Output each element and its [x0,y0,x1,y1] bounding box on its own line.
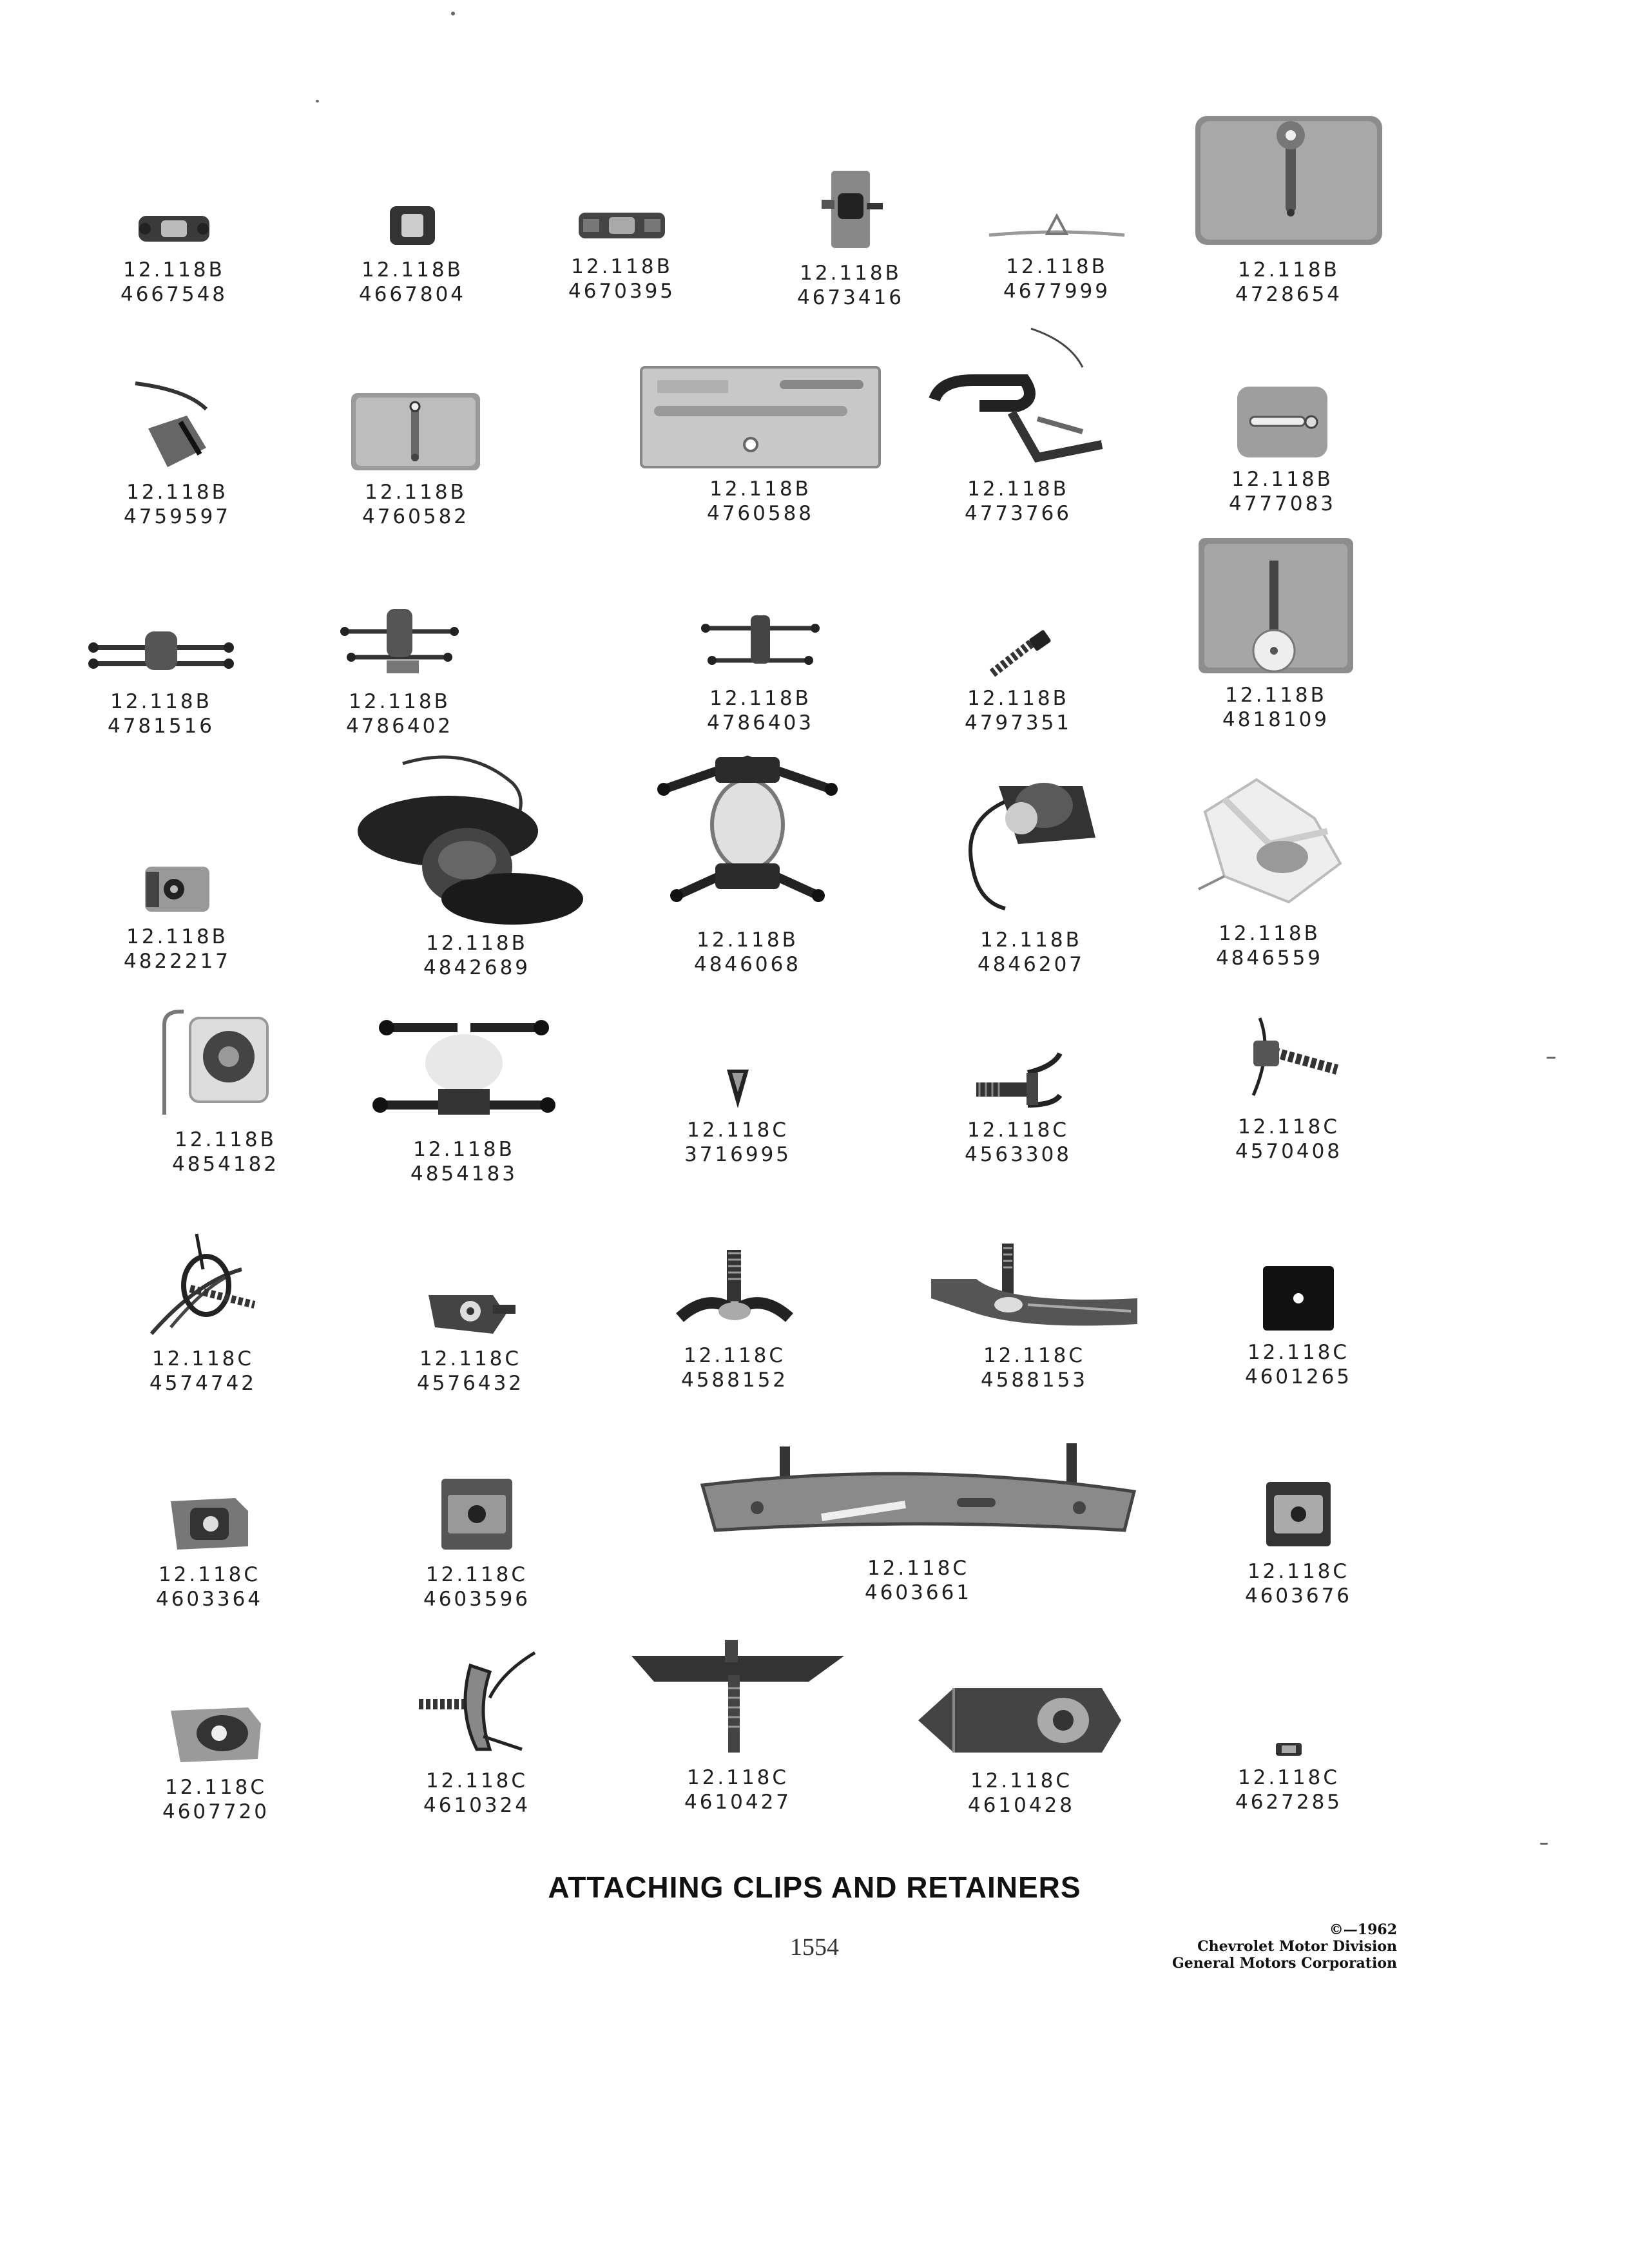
part-number: 4610428 [967,1794,1075,1817]
part-number: 4797351 [964,711,1072,735]
clip-illustration-icon [670,1247,799,1337]
clip-illustration-icon [947,760,1115,921]
part-item [619,1227,851,1392]
part-number: 4627285 [1235,1791,1343,1814]
part-number: 4603661 [864,1581,972,1604]
part-number: 4570408 [1235,1140,1343,1163]
part-group-ref: 12.118B [697,928,798,952]
part-item [87,1224,319,1396]
part-item [941,164,1173,303]
part-number: 4728654 [1235,283,1343,306]
part-number: 4854183 [410,1162,518,1186]
part-number: 4846207 [977,953,1085,976]
part-item [631,364,889,526]
clip-illustration-icon [335,599,464,683]
publisher-corporation: General Motors Corporation [1171,1955,1397,1972]
clip-illustration-icon [164,1698,267,1769]
part-group-ref: 12.118B [126,925,228,948]
part-group-ref: 12.118C [158,1563,261,1586]
clip-illustration-icon [367,1002,561,1131]
part-item [902,1012,1134,1167]
part-number: 4781516 [107,715,215,738]
scan-speck [316,100,319,102]
part-group-ref: 12.118B [709,687,811,710]
part-item [61,802,293,974]
part-item [342,738,612,980]
part-group-ref: 12.118C [1247,1341,1350,1364]
part-group-ref: 12.118B [110,690,212,713]
part-group-ref: 12.118C [686,1119,789,1142]
part-group-ref: 12.118B [361,258,463,282]
part-group-ref: 12.118C [425,1563,528,1586]
part-group-ref: 12.118C [419,1347,522,1370]
part-group-ref: 12.118B [413,1138,515,1161]
part-item [45,593,277,738]
part-number: 4603364 [155,1588,264,1611]
part-item [886,1643,1157,1818]
part-number: 3716995 [684,1143,792,1166]
part-group-ref: 12.118C [967,1119,1070,1142]
part-item [693,1434,1144,1605]
clip-illustration-icon [145,1231,261,1340]
part-group-ref: 12.118B [1238,258,1340,282]
part-group-ref: 12.118B [1225,684,1327,707]
part-number: 4610324 [423,1794,531,1817]
clip-illustration-icon [1260,1475,1337,1553]
part-number: 4670395 [568,280,676,303]
part-number: 4610427 [684,1791,792,1814]
part-item [93,1440,325,1611]
copyright-credit [1172,1921,1397,1972]
clip-illustration-icon [970,1047,1066,1111]
clip-illustration-icon [351,738,602,925]
part-item [296,174,528,307]
part-group-ref: 12.118C [686,1766,789,1789]
part-item [735,139,967,310]
clip-illustration-icon [164,1492,255,1556]
part-group-ref: 12.118C [970,1769,1073,1792]
part-group-ref: 12.118C [683,1344,786,1367]
part-item [61,377,293,529]
part-number: 4677999 [1003,280,1111,303]
clip-illustration-icon [696,609,825,680]
clip-illustration-icon [1273,1740,1305,1759]
part-item [899,1227,1170,1392]
clip-illustration-icon [722,1066,754,1111]
part-group-ref: 12.118C [151,1347,255,1370]
part-item [348,995,580,1186]
part-number: 4846559 [1215,947,1324,970]
clip-illustration-icon [84,625,238,683]
part-number: 4601265 [1244,1365,1353,1389]
part-item [644,577,876,735]
part-number: 4759597 [123,505,231,528]
clip-illustration-icon [1234,1012,1344,1108]
part-item [300,374,532,529]
part-number: 4846068 [693,953,802,976]
part-group-ref: 12.118B [980,928,1082,952]
part-group-ref: 12.118B [175,1128,276,1151]
part-group-ref: 12.118C [1237,1766,1340,1789]
part-number: 4603676 [1244,1584,1353,1608]
clip-illustration-icon [132,206,216,251]
part-group-ref: 12.118B [349,690,450,713]
part-group-ref: 12.118C [164,1776,267,1799]
clip-illustration-icon [383,200,441,251]
part-item [622,1015,854,1167]
part-group-ref: 12.118B [123,258,225,282]
part-group-ref: 12.118B [967,477,1069,501]
part-number: 4842689 [423,956,531,979]
part-group-ref: 12.118B [426,932,528,955]
clip-illustration-icon [915,1678,1128,1762]
part-item [915,754,1147,977]
clip-illustration-icon [628,1637,847,1759]
part-number: 4588152 [680,1369,789,1392]
part-item [1173,1682,1405,1814]
part-item [1173,103,1405,307]
clip-illustration-icon [699,1440,1137,1550]
part-number: 4667804 [358,283,467,306]
clip-illustration-icon [986,209,1128,248]
part-item [1160,528,1392,732]
clip-illustration-icon [815,164,886,255]
clip-illustration-icon [412,1646,541,1762]
part-group-ref: 12.118C [1237,1115,1340,1139]
part-item [284,580,516,738]
part-item [622,1633,854,1814]
clip-illustration-icon [574,203,670,248]
part-number: 4773766 [964,502,1072,525]
part-group-ref: 12.118B [126,481,228,504]
part-group-ref: 12.118B [571,255,673,278]
part-item [631,741,863,977]
part-number: 4760588 [706,502,815,525]
page-title: ATTACHING CLIPS AND RETAINERS [548,1870,1081,1904]
scan-speck [451,12,455,15]
part-group-ref: 12.118B [1006,255,1108,278]
part-number: 4576432 [416,1372,525,1395]
clip-illustration-icon [1260,1263,1337,1334]
part-number: 4777083 [1228,492,1336,515]
part-group-ref: 12.118B [967,687,1069,710]
part-group-ref: 12.118C [425,1769,528,1792]
part-number: 4603596 [423,1588,531,1611]
part-item [129,1005,322,1177]
clip-illustration-icon [638,364,883,470]
part-number: 4818109 [1222,708,1330,731]
clip-illustration-icon [983,628,1054,680]
clip-illustration-icon [1186,760,1353,915]
part-number: 4822217 [123,950,231,973]
part-number: 4574742 [149,1372,257,1395]
part-number: 4667548 [120,283,228,306]
clip-illustration-icon [1234,383,1331,461]
clip-illustration-icon [1189,110,1389,251]
part-item [1173,992,1405,1164]
part-number: 4588153 [980,1369,1088,1392]
part-number: 4607720 [162,1800,270,1823]
publisher-division: Chevrolet Motor Division [1197,1938,1397,1955]
part-group-ref: 12.118C [1247,1560,1350,1583]
part-number: 4786402 [345,715,454,738]
scan-speck [1540,1843,1548,1845]
part-item [354,1227,586,1396]
part-item [1182,1231,1414,1389]
clip-illustration-icon [1195,535,1356,677]
clip-illustration-icon [925,1240,1144,1337]
part-group-ref: 12.118C [983,1344,1086,1367]
part-item [1166,361,1398,516]
part-group-ref: 12.118B [1231,468,1333,491]
part-group-ref: 12.118B [1219,922,1320,945]
part-item [902,309,1134,526]
part-item [1182,1430,1414,1608]
scan-speck [1547,1057,1556,1059]
clip-illustration-icon [348,390,483,474]
part-group-ref: 12.118B [365,481,467,504]
clip-illustration-icon [122,377,232,474]
clip-illustration-icon [422,1282,519,1340]
clip-illustration-icon [145,1005,306,1121]
part-group-ref: 12.118B [800,262,901,285]
part-group-ref: 12.118B [709,477,811,501]
part-item [58,174,290,307]
part-item [902,580,1134,735]
clip-illustration-icon [644,741,851,921]
part-number: 4786403 [706,711,815,735]
copyright-year: ©—1962 [1329,1921,1397,1938]
clip-illustration-icon [921,322,1115,470]
clip-illustration-icon [139,860,216,918]
part-number: 4854182 [171,1153,280,1176]
page-number: 1554 [790,1934,839,1961]
part-item [100,1653,332,1824]
part-item [1153,754,1385,970]
part-item [361,1633,593,1818]
part-group-ref: 12.118C [867,1557,970,1580]
part-number: 4673416 [796,286,905,309]
clip-illustration-icon [435,1472,519,1556]
part-number: 4760582 [361,505,470,528]
part-item [361,1434,593,1611]
part-number: 4563308 [964,1143,1072,1166]
part-item [506,171,738,303]
